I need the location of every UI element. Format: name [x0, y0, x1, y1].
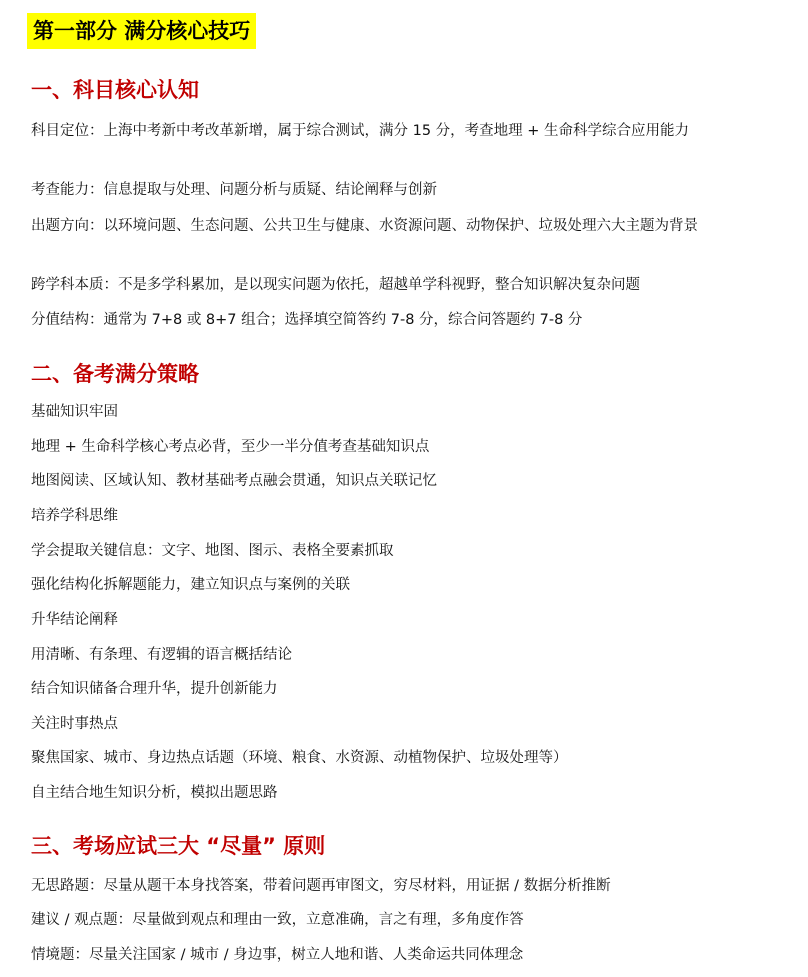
section1-line-4: 跨学科本质：不是多学科累加，是以现实问题为依托，超越单学科视野，整合知识解决复杂问题 [31, 277, 640, 293]
section1-line-5: 分值结构：通常为 7+8 或 8+7 组合；选择填空简答约 7-8 分，综合问答题约 7-8 分 [31, 312, 583, 328]
section1-line-2: 考查能力：信息提取与处理、问题分析与质疑、结论阐释与创新 [31, 182, 437, 198]
section-heading-1: 一、科目核心认知 [31, 78, 199, 102]
section2-line-10: 关注时事热点 [31, 716, 118, 732]
section3-line-1: 无思路题：尽量从题干本身找答案，带着问题再审图文，穷尽材料，用证据 / 数据分析推断 [31, 878, 611, 894]
section2-line-11: 聚焦国家、城市、身边热点话题（环境、粮食、水资源、动植物保护、垃圾处理等） [31, 750, 568, 766]
section2-line-6: 强化结构化拆解题能力，建立知识点与案例的关联 [31, 577, 350, 593]
section2-line-5: 学会提取关键信息：文字、地图、图示、表格全要素抓取 [31, 543, 394, 559]
section3-line-2: 建议 / 观点题：尽量做到观点和理由一致，立意准确，言之有理，多角度作答 [31, 912, 524, 928]
section2-line-9: 结合知识储备合理升华，提升创新能力 [31, 681, 278, 697]
section1-line-3: 出题方向：以环境问题、生态问题、公共卫生与健康、水资源问题、动物保护、垃圾处理六大主题为背景 [31, 218, 698, 234]
section2-line-1: 基础知识牢固 [31, 404, 118, 420]
section-heading-2: 二、备考满分策略 [31, 362, 199, 386]
section2-line-3: 地图阅读、区域认知、教材基础考点融会贯通，知识点关联记忆 [31, 473, 437, 489]
section2-line-8: 用清晰、有条理、有逻辑的语言概括结论 [31, 647, 292, 663]
section3-line-3: 情境题：尽量关注国家 / 城市 / 身边事，树立人地和谐、人类命运共同体理念 [31, 947, 524, 963]
section2-line-7: 升华结论阐释 [31, 612, 118, 628]
section-heading-3: 三、考场应试三大 “尽量” 原则 [31, 834, 326, 858]
section2-line-2: 地理 + 生命科学核心考点必背，至少一半分值考查基础知识点 [31, 439, 430, 455]
section2-line-4: 培养学科思维 [31, 508, 118, 524]
main-title: 第一部分 满分核心技巧 [27, 13, 256, 49]
section1-line-1: 科目定位：上海中考新中考改革新增，属于综合测试，满分 15 分，考查地理 + 生命科学综合应用能力 [31, 123, 690, 139]
section2-line-12: 自主结合地生知识分析，模拟出题思路 [31, 785, 278, 801]
